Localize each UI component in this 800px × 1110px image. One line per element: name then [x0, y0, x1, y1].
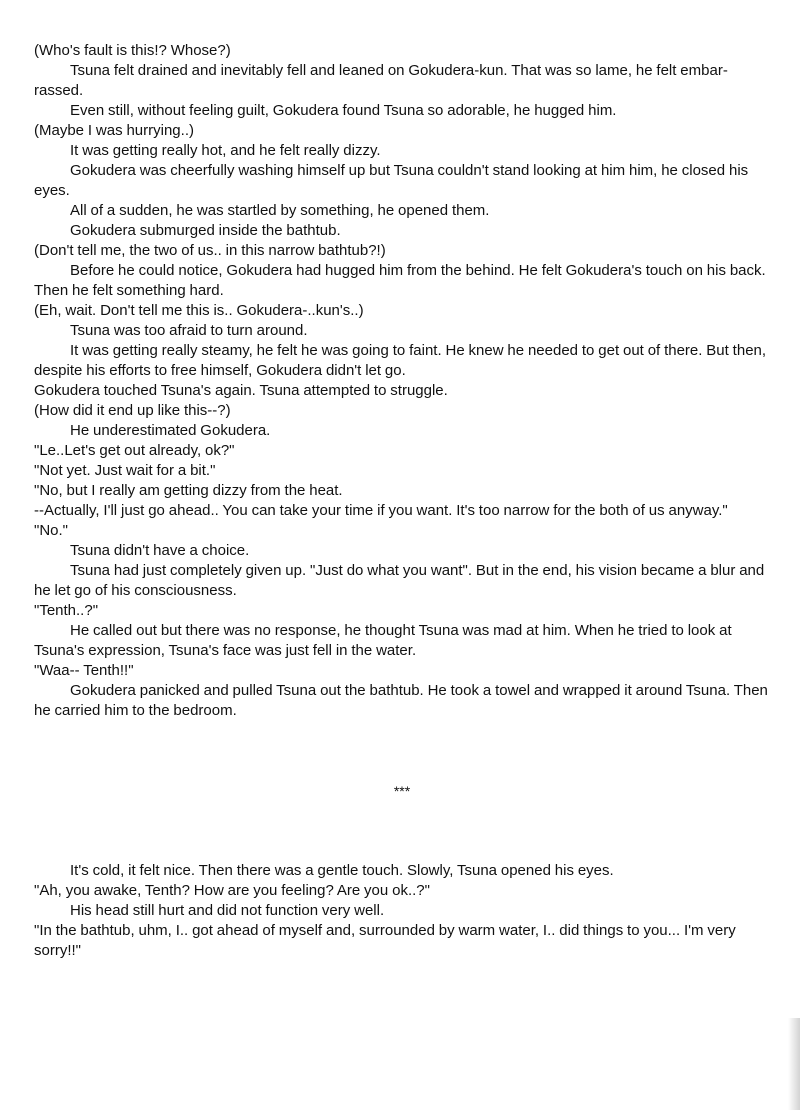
- paragraph: (How did it end up like this--?): [34, 402, 231, 419]
- paragraph: (Who's fault is this!? Whose?): [34, 42, 231, 59]
- story-part-2: [34, 861, 770, 961]
- paragraph: It's cold, it felt nice. Then there was a gentle touch. Slowly, Tsuna opened his eyes.: [70, 862, 614, 879]
- paragraph: Tsuna felt drained and inevitably fell and leaned on Gokudera-kun. That was so lame, he felt embar-rassed.: [34, 62, 728, 99]
- paragraph: Before he could notice, Gokudera had hugged him from the behind. He felt Gokudera's touch on his back. Then he felt something hard.: [34, 262, 766, 299]
- paragraph: It was getting really hot, and he felt really dizzy.: [70, 142, 381, 159]
- paragraph: His head still hurt and did not function very well.: [70, 902, 385, 919]
- document-page: [34, 41, 770, 961]
- paragraph: Gokudera submurged inside the bathtub.: [70, 222, 341, 239]
- paragraph: He called out but there was no response, he thought Tsuna was mad at him. When he tried to look at Tsuna's expression, Tsuna's face was just fell in the water.: [34, 622, 732, 659]
- spacer: [34, 721, 770, 781]
- paragraph: (Eh, wait. Don't tell me this is.. Gokudera-..kun's..): [34, 302, 364, 319]
- paragraph: "In the bathtub, uhm, I.. got ahead of myself and, surrounded by warm water, I.. did things to you... I'm very sorry!!": [34, 922, 736, 959]
- paragraph: "No, but I really am getting dizzy from the heat.: [34, 482, 343, 499]
- paragraph: Gokudera panicked and pulled Tsuna out the bathtub. He took a towel and wrapped it around Tsuna. Then he carried him to the bedroom.: [34, 682, 768, 719]
- paragraph: "No.": [34, 522, 68, 539]
- spacer: [34, 801, 770, 861]
- section-separator: ***: [393, 783, 411, 799]
- paragraph: "Not yet. Just wait for a bit.": [34, 462, 216, 479]
- story-part-1: [34, 41, 770, 721]
- paragraph: Gokudera was cheerfully washing himself up but Tsuna couldn't stand looking at him him, he closed his eyes.: [34, 162, 749, 199]
- paragraph: Tsuna was too afraid to turn around.: [70, 322, 308, 339]
- paragraph: All of a sudden, he was startled by something, he opened them.: [70, 202, 490, 219]
- paragraph: "Ah, you awake, Tenth? How are you feeling? Are you ok..?": [34, 882, 430, 899]
- paragraph: He underestimated Gokudera.: [70, 422, 271, 439]
- paragraph: It was getting really steamy, he felt he was going to faint. He knew he needed to get out of there. But then, despite his efforts to free himself, Gokudera didn't let go.: [34, 342, 767, 379]
- paragraph: Tsuna had just completely given up. "Just do what you want". But in the end, his vision became a blur and he let go of his consciousness.: [34, 562, 765, 599]
- paragraph: (Maybe I was hurrying..): [34, 122, 194, 139]
- paragraph: (Don't tell me, the two of us.. in this narrow bathtub?!): [34, 242, 386, 259]
- paragraph: Gokudera touched Tsuna's again. Tsuna attempted to struggle.: [34, 382, 448, 399]
- paragraph: "Le..Let's get out already, ok?": [34, 442, 235, 459]
- paragraph: --Actually, I'll just go ahead.. You can take your time if you want. It's too narrow for the both of us anyway.": [34, 502, 728, 519]
- paragraph: Even still, without feeling guilt, Gokudera found Tsuna so adorable, he hugged him.: [70, 102, 617, 119]
- paragraph: "Tenth..?": [34, 602, 99, 619]
- page-edge-shadow: [788, 1018, 800, 1110]
- paragraph: Tsuna didn't have a choice.: [70, 542, 250, 559]
- paragraph: "Waa-- Tenth!!": [34, 662, 134, 679]
